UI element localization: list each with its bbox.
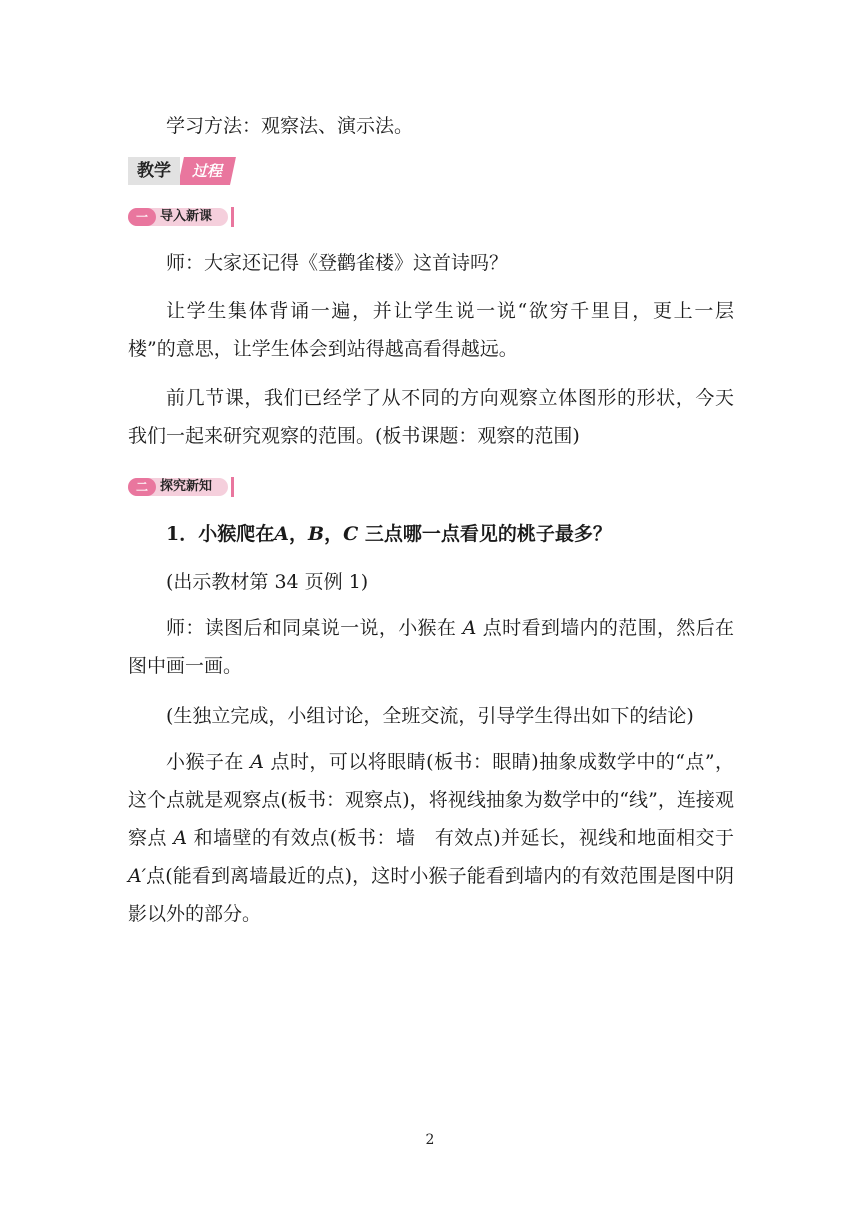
show-textbook: (出示教材第 34 页例 1) [166,571,369,593]
text-segment: 和墙壁的有效点(板书：墙 有效点)并延长，视线和地面相交于 [187,827,734,849]
section-bar [231,207,234,227]
text-segment: 小猴子在 [166,751,251,773]
teaching-process-banner [128,157,232,185]
point-a: A [274,523,289,545]
section-title: 导入新课 [160,209,213,224]
text-segment: 点时，可以将眼睛(板书：眼睛)抽象成数学中的“点”，这个点就是观察点(板书：观察点)，将视线抽象为数学中的“线”，连接观察点 [128,751,735,849]
banner-right-label: 过程 [191,162,222,180]
point-c: C [343,523,359,545]
point-a-prime: A′ [128,865,147,887]
question-number: 1． [166,523,199,545]
students-activity: (生独立完成，小组讨论，全班交流，引导学生得出如下的结论) [166,705,694,727]
text-segment: 点(能看到离墙最近的点)，这时小猴子能看到墙内的有效范围是图中阴影以外的部分。 [128,865,734,925]
section-bar [231,477,234,497]
page-number: 2 [425,1132,435,1148]
point-b: B [308,523,325,545]
text-segment: 点时看到墙内的范围，然后在图中画一画。 [128,617,734,677]
point-a: A [462,617,477,639]
banner-right-block [178,157,236,185]
question-text-end: 三点哪一点看见的桃子最多？ [358,523,612,545]
question-1 [128,515,734,553]
intro-paragraph-3: 前几节课，我们已经学了从不同的方向观察立体图形的形状，今天我们一起来研究观察的范围。(板书课题：观察的范围) [128,387,734,447]
section-number: 一 [128,208,156,226]
teacher-instruction [128,609,734,685]
intro-paragraph-1: 师：大家还记得《登鹳雀楼》这首诗吗？ [166,252,509,274]
separator: ， [324,523,344,545]
point-a: A [173,827,188,849]
section-number: 二 [128,478,156,496]
section-title: 探究新知 [160,479,213,494]
banner-left-label: 教学 [128,157,180,185]
point-a: A [250,751,265,773]
study-method: 学习方法：观察法、演示法。 [166,115,414,137]
intro-paragraph-2: 让学生集体背诵一遍，并让学生说一说“欲穷千里目，更上一层楼”的意思，让学生体会到站得越高看得越远。 [128,300,734,360]
question-text: 小猴爬在 [198,523,275,545]
conclusion-paragraph [128,743,734,933]
separator: ， [289,523,309,545]
text-segment: 师：读图后和同桌说一说，小猴在 [166,617,463,639]
